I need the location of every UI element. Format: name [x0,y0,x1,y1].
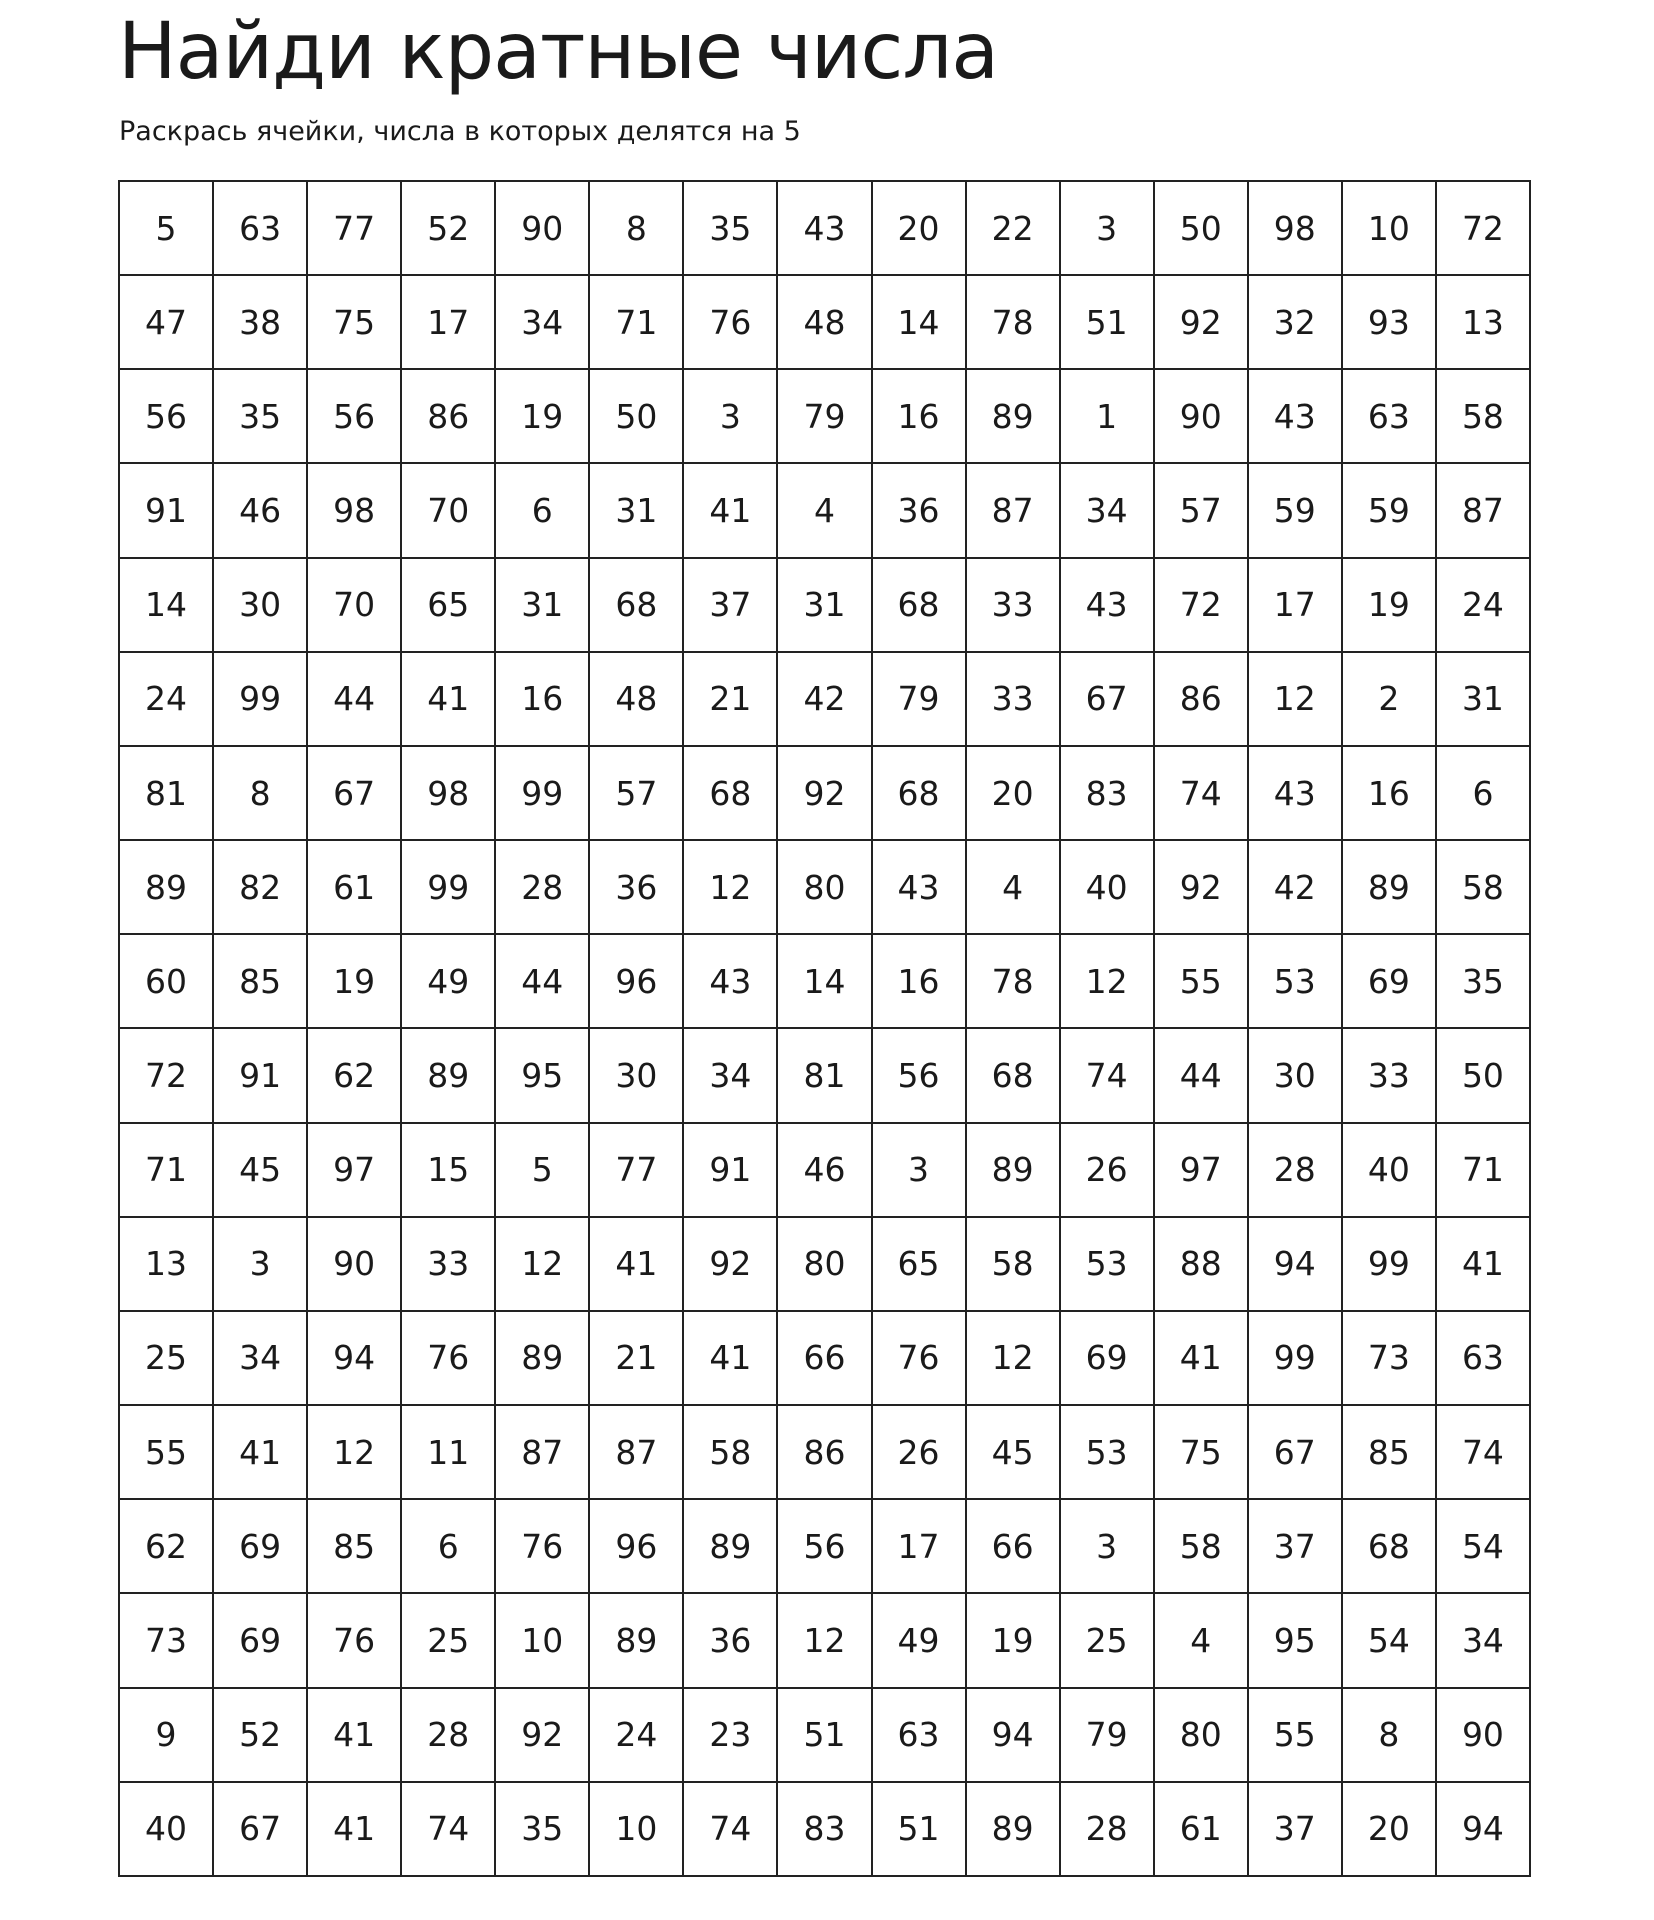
grid-cell[interactable]: 34 [683,1028,777,1122]
grid-cell[interactable]: 34 [1060,463,1154,557]
grid-cell[interactable]: 74 [1436,1405,1530,1499]
instructions: Раскрась ячейки, числа в которых делятся на 5 [119,116,801,147]
grid-cell[interactable]: 16 [872,934,966,1028]
grid-cell[interactable]: 91 [213,1028,307,1122]
grid-cell[interactable]: 54 [1436,1499,1530,1593]
grid-cell[interactable]: 67 [307,746,401,840]
grid-cell[interactable]: 89 [966,369,1060,463]
grid-cell[interactable]: 19 [307,934,401,1028]
grid-cell[interactable]: 50 [1154,181,1248,275]
grid-row [119,558,1530,652]
grid-cell[interactable]: 3 [1060,1499,1154,1593]
grid-cell[interactable]: 46 [777,1123,871,1217]
grid-row [119,181,1530,275]
grid-cell[interactable]: 81 [777,1028,871,1122]
grid-cell[interactable]: 63 [1342,369,1436,463]
grid-cell[interactable]: 80 [777,840,871,934]
grid-cell[interactable]: 47 [119,275,213,369]
grid-cell[interactable]: 83 [1060,746,1154,840]
grid-cell[interactable]: 68 [1342,1499,1436,1593]
grid-cell[interactable]: 95 [495,1028,589,1122]
grid-cell[interactable]: 59 [1248,463,1342,557]
grid-row [119,746,1530,840]
grid-cell[interactable]: 97 [307,1123,401,1217]
grid-cell[interactable]: 68 [872,746,966,840]
grid-cell[interactable]: 35 [495,1782,589,1876]
grid-cell[interactable]: 74 [1154,746,1248,840]
grid-cell[interactable]: 80 [777,1217,871,1311]
grid-cell[interactable]: 14 [872,275,966,369]
number-grid [118,180,1531,1877]
grid-cell[interactable]: 97 [1154,1123,1248,1217]
grid-cell[interactable]: 34 [213,1311,307,1405]
grid-cell[interactable]: 37 [1248,1782,1342,1876]
grid-cell[interactable]: 38 [213,275,307,369]
grid-cell[interactable]: 2 [1342,652,1436,746]
grid-cell[interactable]: 71 [1436,1123,1530,1217]
grid-cell[interactable]: 69 [213,1593,307,1687]
grid-cell[interactable]: 12 [1248,652,1342,746]
grid-cell[interactable]: 85 [307,1499,401,1593]
grid-cell[interactable]: 60 [119,934,213,1028]
grid-cell[interactable]: 45 [966,1405,1060,1499]
grid-cell[interactable]: 68 [966,1028,1060,1122]
grid-cell[interactable]: 3 [872,1123,966,1217]
grid-cell[interactable]: 76 [683,275,777,369]
grid-cell[interactable]: 33 [401,1217,495,1311]
grid-cell[interactable]: 75 [307,275,401,369]
grid-cell[interactable]: 89 [589,1593,683,1687]
grid-cell[interactable]: 99 [213,652,307,746]
grid-cell[interactable]: 41 [683,463,777,557]
grid-cell[interactable]: 41 [401,652,495,746]
grid-cell[interactable]: 33 [966,652,1060,746]
grid-cell[interactable]: 96 [589,934,683,1028]
grid-cell[interactable]: 42 [777,652,871,746]
grid-cell[interactable]: 72 [1436,181,1530,275]
grid-cell[interactable]: 92 [777,746,871,840]
grid-cell[interactable]: 72 [119,1028,213,1122]
grid-row [119,652,1530,746]
grid-cell[interactable]: 5 [119,181,213,275]
grid-cell[interactable]: 92 [683,1217,777,1311]
grid-cell[interactable]: 40 [119,1782,213,1876]
grid-cell[interactable]: 56 [872,1028,966,1122]
grid-row [119,369,1530,463]
grid-cell[interactable]: 26 [872,1405,966,1499]
grid-cell[interactable]: 25 [119,1311,213,1405]
grid-cell[interactable]: 53 [1248,934,1342,1028]
grid-cell[interactable]: 88 [1154,1217,1248,1311]
grid-cell[interactable]: 74 [683,1782,777,1876]
grid-cell[interactable]: 76 [307,1593,401,1687]
grid-cell[interactable]: 69 [1060,1311,1154,1405]
grid-cell[interactable]: 40 [1342,1123,1436,1217]
grid-cell[interactable]: 51 [777,1688,871,1782]
grid-cell[interactable]: 51 [1060,275,1154,369]
grid-cell[interactable]: 74 [1060,1028,1154,1122]
grid-cell[interactable]: 89 [966,1123,1060,1217]
grid-cell[interactable]: 14 [119,558,213,652]
grid-cell[interactable]: 49 [401,934,495,1028]
grid-cell[interactable]: 95 [1248,1593,1342,1687]
grid-cell[interactable]: 19 [1342,558,1436,652]
grid-cell[interactable]: 41 [307,1782,401,1876]
grid-cell[interactable]: 19 [495,369,589,463]
grid-cell[interactable]: 34 [495,275,589,369]
grid-cell[interactable]: 65 [401,558,495,652]
grid-cell[interactable]: 4 [966,840,1060,934]
grid-cell[interactable]: 12 [1060,934,1154,1028]
grid-cell[interactable]: 62 [307,1028,401,1122]
grid-cell[interactable]: 19 [966,1593,1060,1687]
grid-cell[interactable]: 21 [589,1311,683,1405]
grid-cell[interactable]: 58 [1436,840,1530,934]
grid-row [119,275,1530,369]
grid-cell[interactable]: 52 [401,181,495,275]
grid-cell[interactable]: 33 [1342,1028,1436,1122]
grid-cell[interactable]: 92 [495,1688,589,1782]
grid-cell[interactable]: 99 [401,840,495,934]
grid-cell[interactable]: 5 [495,1123,589,1217]
grid-cell[interactable]: 36 [589,840,683,934]
grid-cell[interactable]: 55 [119,1405,213,1499]
grid-cell[interactable]: 41 [213,1405,307,1499]
grid-cell[interactable]: 3 [683,369,777,463]
grid-cell[interactable]: 44 [495,934,589,1028]
grid-cell[interactable]: 34 [1436,1593,1530,1687]
grid-cell[interactable]: 55 [1154,934,1248,1028]
grid-cell[interactable]: 25 [1060,1593,1154,1687]
grid-cell[interactable]: 57 [589,746,683,840]
grid-cell[interactable]: 71 [589,275,683,369]
grid-cell[interactable]: 30 [213,558,307,652]
grid-cell[interactable]: 67 [1248,1405,1342,1499]
grid-cell[interactable]: 94 [1436,1782,1530,1876]
grid-cell[interactable]: 9 [119,1688,213,1782]
grid-cell[interactable]: 35 [683,181,777,275]
grid-cell[interactable]: 67 [1060,652,1154,746]
grid-cell[interactable]: 41 [1436,1217,1530,1311]
grid-cell[interactable]: 37 [1248,1499,1342,1593]
grid-cell[interactable]: 90 [1436,1688,1530,1782]
grid-cell[interactable]: 4 [777,463,871,557]
grid-cell[interactable]: 62 [119,1499,213,1593]
grid-cell[interactable]: 41 [307,1688,401,1782]
grid-cell[interactable]: 54 [1342,1593,1436,1687]
grid-cell[interactable]: 85 [1342,1405,1436,1499]
grid-row [119,840,1530,934]
grid-cell[interactable]: 36 [683,1593,777,1687]
grid-cell[interactable]: 98 [401,746,495,840]
grid-cell[interactable]: 8 [1342,1688,1436,1782]
grid-cell[interactable]: 42 [1248,840,1342,934]
grid-cell[interactable]: 50 [1436,1028,1530,1122]
grid-cell[interactable]: 40 [1060,840,1154,934]
grid-cell[interactable]: 78 [966,275,1060,369]
grid-cell[interactable]: 28 [1060,1782,1154,1876]
grid-cell[interactable]: 98 [307,463,401,557]
grid-cell[interactable]: 28 [495,840,589,934]
grid-cell[interactable]: 36 [872,463,966,557]
grid-cell[interactable]: 26 [1060,1123,1154,1217]
grid-cell[interactable]: 51 [872,1782,966,1876]
grid-cell[interactable]: 94 [966,1688,1060,1782]
grid-cell[interactable]: 71 [119,1123,213,1217]
grid-cell[interactable]: 59 [1342,463,1436,557]
grid-cell[interactable]: 76 [401,1311,495,1405]
grid-cell[interactable]: 89 [683,1499,777,1593]
grid-cell[interactable]: 16 [872,369,966,463]
grid-cell[interactable]: 31 [589,463,683,557]
grid-cell[interactable]: 69 [213,1499,307,1593]
grid-cell[interactable]: 56 [307,369,401,463]
grid-cell[interactable]: 17 [401,275,495,369]
grid-cell[interactable]: 10 [589,1782,683,1876]
grid-row [119,1405,1530,1499]
grid-cell[interactable]: 78 [966,934,1060,1028]
grid-row [119,1593,1530,1687]
grid-cell[interactable]: 30 [1248,1028,1342,1122]
grid-row [119,1782,1530,1876]
grid-cell[interactable]: 6 [1436,746,1530,840]
grid-cell[interactable]: 52 [213,1688,307,1782]
grid-cell[interactable]: 23 [683,1688,777,1782]
grid-cell[interactable]: 48 [589,652,683,746]
grid-cell[interactable]: 43 [777,181,871,275]
grid-cell[interactable]: 6 [495,463,589,557]
grid-cell[interactable]: 20 [966,746,1060,840]
grid-cell[interactable]: 89 [119,840,213,934]
grid-cell[interactable]: 85 [213,934,307,1028]
grid-cell[interactable]: 94 [1248,1217,1342,1311]
grid-cell[interactable]: 24 [1436,558,1530,652]
grid-row [119,1028,1530,1122]
grid-row [119,463,1530,557]
grid-cell[interactable]: 58 [1154,1499,1248,1593]
grid-cell[interactable]: 48 [777,275,871,369]
grid-cell[interactable]: 79 [1060,1688,1154,1782]
grid-cell[interactable]: 12 [495,1217,589,1311]
grid-cell[interactable]: 43 [1248,746,1342,840]
grid-cell[interactable]: 50 [589,369,683,463]
grid-cell[interactable]: 37 [683,558,777,652]
grid-row [119,934,1530,1028]
grid-cell[interactable]: 20 [872,181,966,275]
grid-cell[interactable]: 79 [872,652,966,746]
grid-cell[interactable]: 31 [777,558,871,652]
grid-cell[interactable]: 14 [777,934,871,1028]
grid-cell[interactable]: 70 [307,558,401,652]
grid-cell[interactable]: 65 [872,1217,966,1311]
grid-cell[interactable]: 41 [589,1217,683,1311]
grid-cell[interactable]: 56 [119,369,213,463]
grid-cell[interactable]: 24 [119,652,213,746]
grid-cell[interactable]: 8 [213,746,307,840]
grid-row [119,1499,1530,1593]
grid-cell[interactable]: 21 [683,652,777,746]
grid-cell[interactable]: 80 [1154,1688,1248,1782]
grid-cell[interactable]: 4 [1154,1593,1248,1687]
grid-cell[interactable]: 72 [1154,558,1248,652]
grid-cell[interactable]: 1 [1060,369,1154,463]
grid-cell[interactable]: 32 [1248,275,1342,369]
grid-cell[interactable]: 73 [1342,1311,1436,1405]
grid-cell[interactable]: 76 [872,1311,966,1405]
grid-cell[interactable]: 67 [213,1782,307,1876]
grid-cell[interactable]: 55 [1248,1688,1342,1782]
grid-cell[interactable]: 58 [1436,369,1530,463]
grid-cell[interactable]: 35 [213,369,307,463]
grid-cell[interactable]: 13 [1436,275,1530,369]
grid-cell[interactable]: 28 [401,1688,495,1782]
grid-cell[interactable]: 43 [683,934,777,1028]
grid-cell[interactable]: 16 [495,652,589,746]
grid-cell[interactable]: 11 [401,1405,495,1499]
grid-cell[interactable]: 17 [872,1499,966,1593]
grid-cell[interactable]: 87 [966,463,1060,557]
grid-cell[interactable]: 70 [401,463,495,557]
grid-cell[interactable]: 81 [119,746,213,840]
grid-cell[interactable]: 8 [589,181,683,275]
grid-cell[interactable]: 79 [777,369,871,463]
grid-cell[interactable]: 86 [777,1405,871,1499]
grid-cell[interactable]: 87 [495,1405,589,1499]
grid-cell[interactable]: 76 [495,1499,589,1593]
grid-cell[interactable]: 93 [1342,275,1436,369]
grid-cell[interactable]: 31 [495,558,589,652]
grid-cell[interactable]: 43 [872,840,966,934]
grid-cell[interactable]: 99 [1342,1217,1436,1311]
grid-cell[interactable]: 24 [589,1688,683,1782]
grid-cell[interactable]: 74 [401,1782,495,1876]
grid-cell[interactable]: 83 [777,1782,871,1876]
grid-cell[interactable]: 68 [872,558,966,652]
grid-cell[interactable]: 87 [1436,463,1530,557]
grid-cell[interactable]: 89 [401,1028,495,1122]
grid-cell[interactable]: 43 [1248,369,1342,463]
grid-cell[interactable]: 63 [872,1688,966,1782]
grid-row [119,1123,1530,1217]
grid-cell[interactable]: 41 [1154,1311,1248,1405]
grid-cell[interactable]: 86 [1154,652,1248,746]
grid-cell[interactable]: 69 [1342,934,1436,1028]
grid-cell[interactable]: 53 [1060,1217,1154,1311]
grid-cell[interactable]: 68 [589,558,683,652]
grid-cell[interactable]: 75 [1154,1405,1248,1499]
grid-cell[interactable]: 31 [1436,652,1530,746]
grid-cell[interactable]: 41 [683,1311,777,1405]
grid-cell[interactable]: 89 [966,1782,1060,1876]
grid-cell[interactable]: 87 [589,1405,683,1499]
grid-cell[interactable]: 77 [307,181,401,275]
grid-cell[interactable]: 63 [213,181,307,275]
grid-cell[interactable]: 44 [1154,1028,1248,1122]
grid-cell[interactable]: 16 [1342,746,1436,840]
grid-row [119,1311,1530,1405]
grid-cell[interactable]: 43 [1060,558,1154,652]
grid-cell[interactable]: 45 [213,1123,307,1217]
grid-cell[interactable]: 68 [683,746,777,840]
grid-cell[interactable]: 90 [307,1217,401,1311]
grid-cell[interactable]: 3 [1060,181,1154,275]
grid-cell[interactable]: 22 [966,181,1060,275]
grid-cell[interactable]: 10 [1342,181,1436,275]
grid-cell[interactable]: 12 [307,1405,401,1499]
grid-cell[interactable]: 61 [307,840,401,934]
grid-cell[interactable]: 17 [1248,558,1342,652]
grid-cell[interactable]: 98 [1248,181,1342,275]
grid-cell[interactable]: 30 [589,1028,683,1122]
grid-row [119,1217,1530,1311]
grid-cell[interactable]: 66 [966,1499,1060,1593]
grid-cell[interactable]: 91 [119,463,213,557]
grid-cell[interactable]: 91 [683,1123,777,1217]
grid-cell[interactable]: 90 [495,181,589,275]
page-title: Найди кратные числа [118,7,999,97]
grid-cell[interactable]: 13 [119,1217,213,1311]
grid-row [119,1688,1530,1782]
grid-cell[interactable]: 92 [1154,275,1248,369]
grid-cell[interactable]: 53 [1060,1405,1154,1499]
grid-cell[interactable]: 58 [683,1405,777,1499]
grid-cell[interactable]: 89 [495,1311,589,1405]
grid-cell[interactable]: 28 [1248,1123,1342,1217]
grid-cell[interactable]: 92 [1154,840,1248,934]
grid-cell[interactable]: 10 [495,1593,589,1687]
grid-cell[interactable]: 90 [1154,369,1248,463]
grid-cell[interactable]: 63 [1436,1311,1530,1405]
grid-cell[interactable]: 44 [307,652,401,746]
grid-cell[interactable]: 20 [1342,1782,1436,1876]
grid-cell[interactable]: 3 [213,1217,307,1311]
grid-cell[interactable]: 56 [777,1499,871,1593]
grid-cell[interactable]: 35 [1436,934,1530,1028]
grid-cell[interactable]: 12 [966,1311,1060,1405]
grid-cell[interactable]: 15 [401,1123,495,1217]
grid-cell[interactable]: 57 [1154,463,1248,557]
grid-cell[interactable]: 61 [1154,1782,1248,1876]
grid-cell[interactable]: 99 [1248,1311,1342,1405]
grid-cell[interactable]: 89 [1342,840,1436,934]
grid-cell[interactable]: 94 [307,1311,401,1405]
grid-cell[interactable]: 12 [777,1593,871,1687]
grid-cell[interactable]: 96 [589,1499,683,1593]
grid-cell[interactable]: 66 [777,1311,871,1405]
grid-cell[interactable]: 46 [213,463,307,557]
grid-cell[interactable]: 99 [495,746,589,840]
grid-cell[interactable]: 12 [683,840,777,934]
grid-cell[interactable]: 25 [401,1593,495,1687]
grid-cell[interactable]: 58 [966,1217,1060,1311]
grid-cell[interactable]: 49 [872,1593,966,1687]
grid-cell[interactable]: 33 [966,558,1060,652]
grid-cell[interactable]: 77 [589,1123,683,1217]
grid-cell[interactable]: 6 [401,1499,495,1593]
grid-cell[interactable]: 73 [119,1593,213,1687]
grid-cell[interactable]: 82 [213,840,307,934]
grid-cell[interactable]: 86 [401,369,495,463]
